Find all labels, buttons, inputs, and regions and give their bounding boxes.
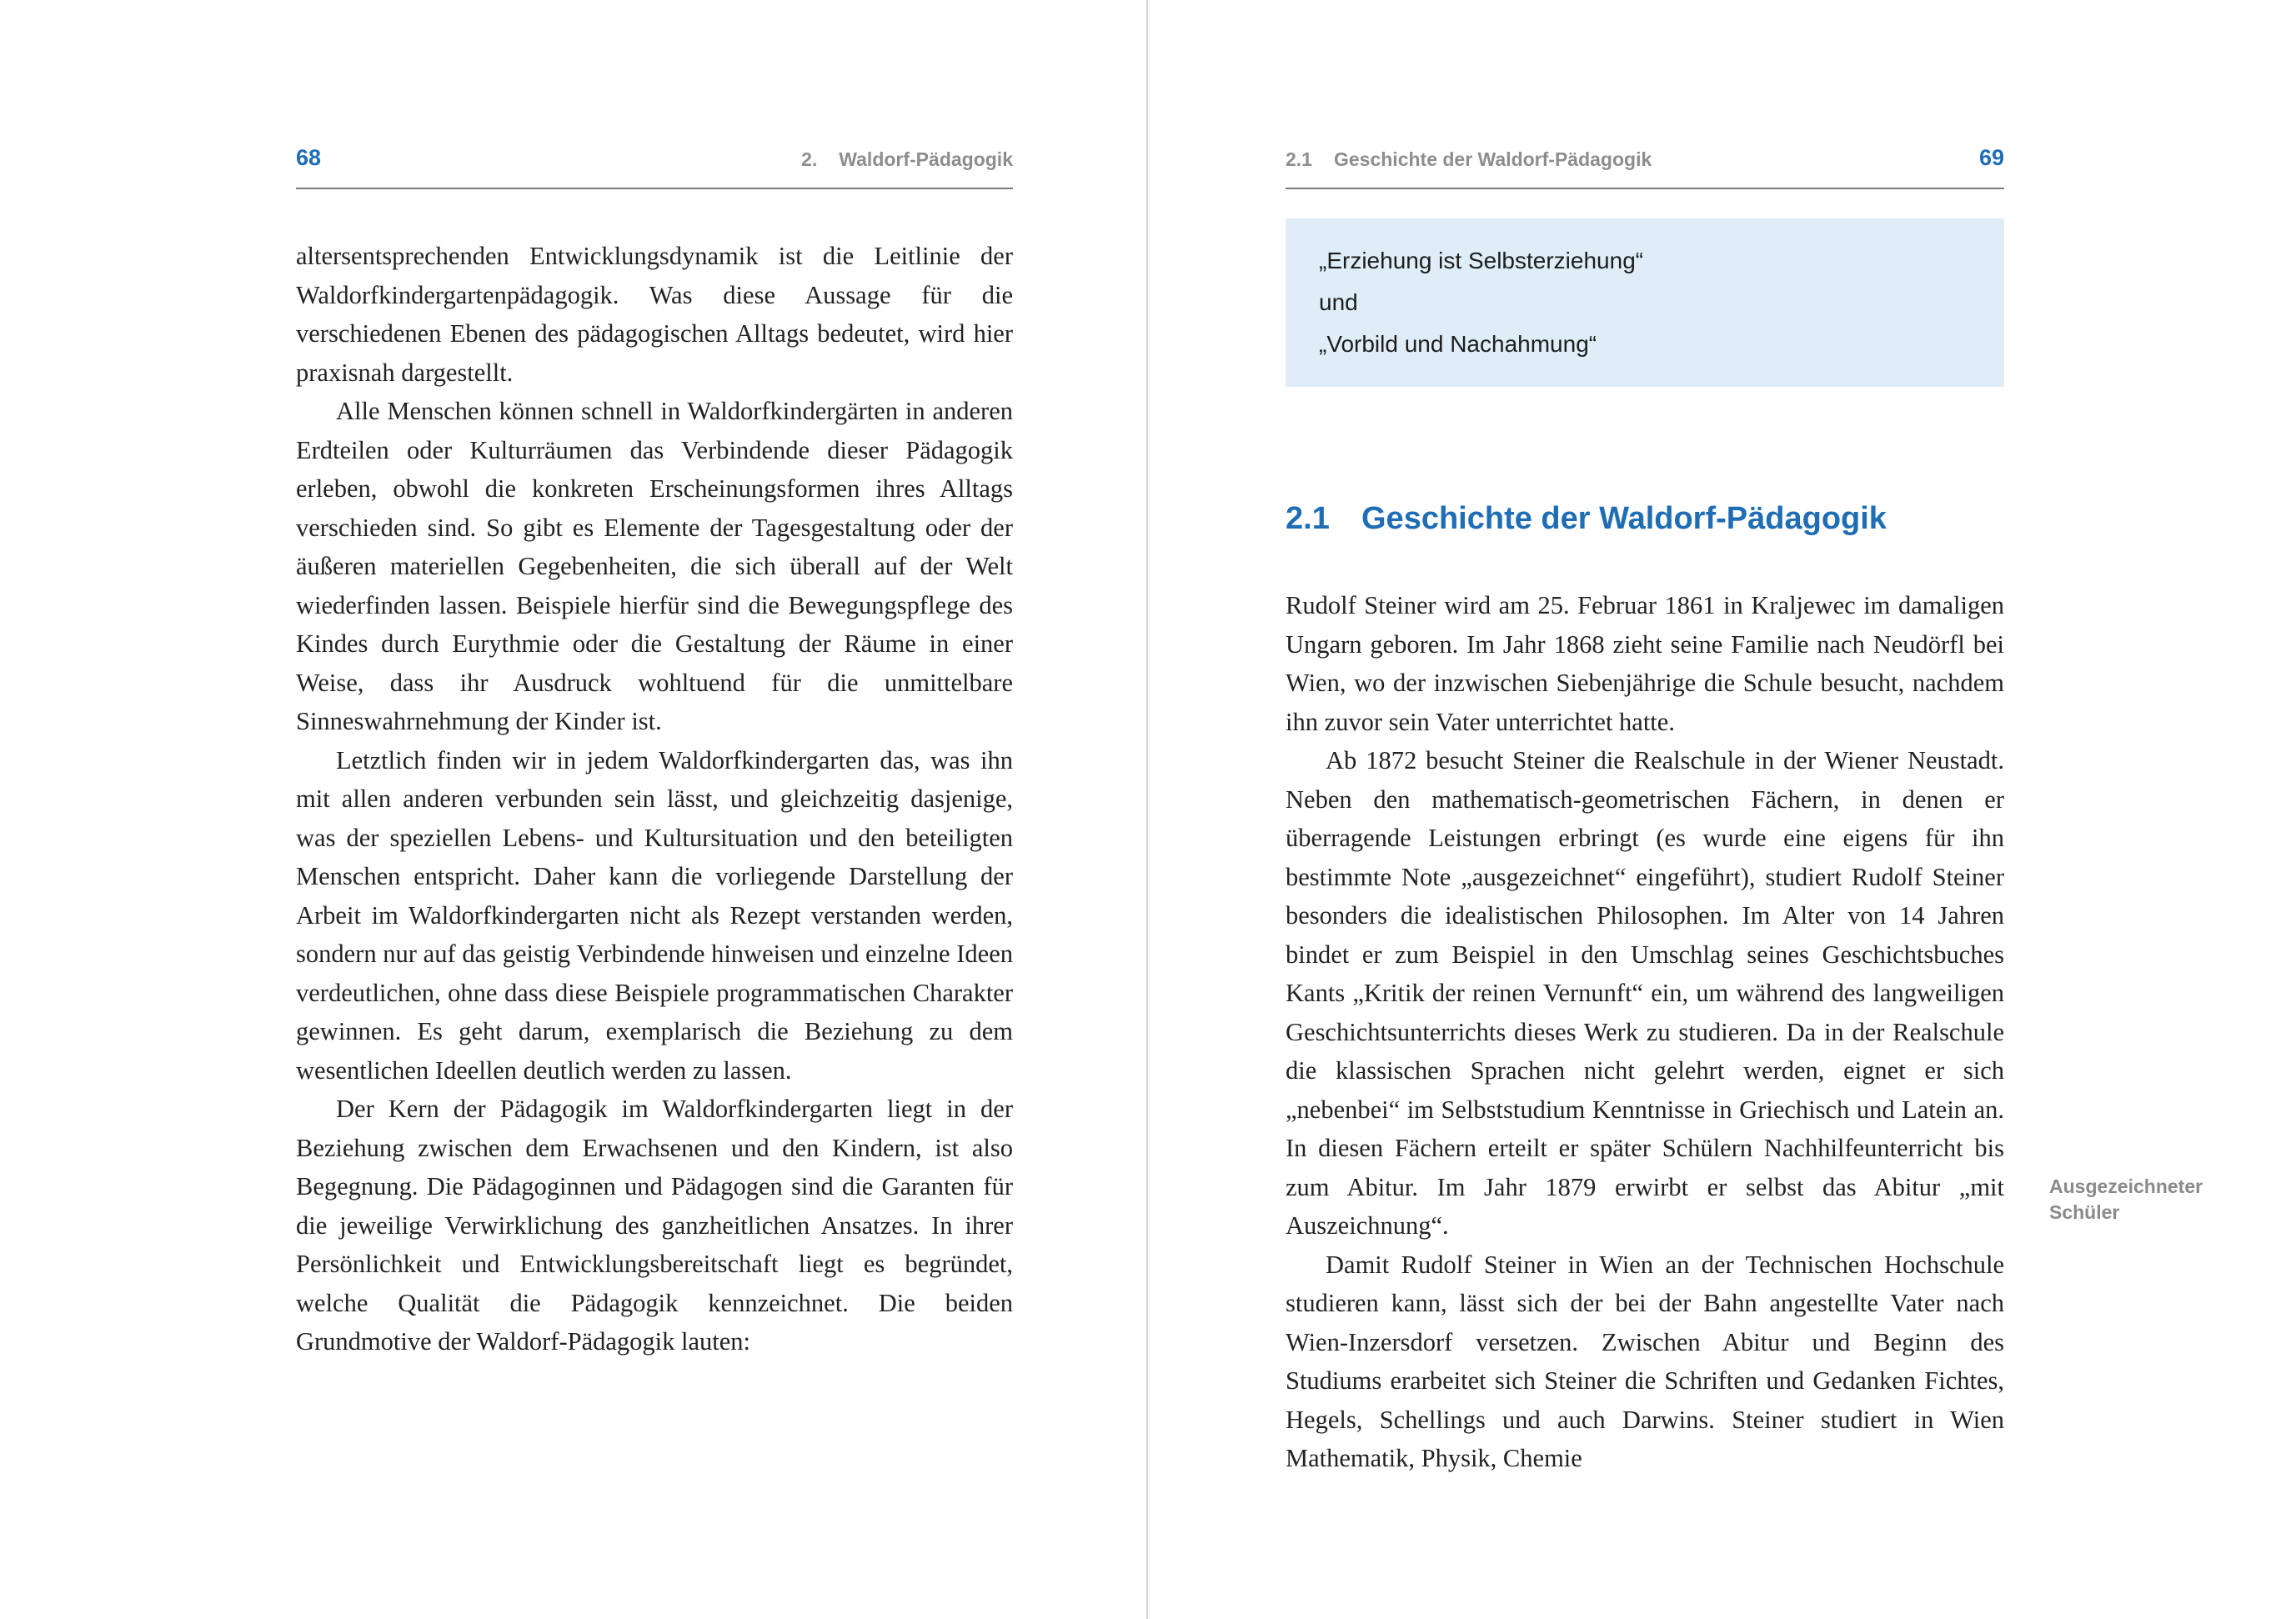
- paragraph: Alle Menschen können schnell in Waldorfkindergärten in anderen Erdteilen oder Kulturräumen das Verbindende dieser Pädagogik erleben, obwohl die konkreten Erscheinungsformen ihres Alltags verschieden sind. So gibt es Elemente der Tagesgestaltung oder der äußeren materiellen Gegebenheiten, die sich überall auf der Welt wiederfinden lassen. Beispiele hierfür sind die Bewegungspflege des Kindes durch Eurythmie oder die Gestaltung der Räume in einer Weise, dass ihr Ausdruck wohltuend für die unmittelbare Sinneswahrnehmung der Kinder ist.: [296, 397, 1013, 735]
- right-body-text: [1286, 586, 2004, 1478]
- margin-note-line: Schüler: [2049, 1201, 2120, 1223]
- right-page: [1148, 0, 2296, 1619]
- margin-note: [2049, 1174, 2233, 1226]
- right-running-head: [1286, 142, 2004, 189]
- paragraph: Ab 1872 besucht Steiner die Realschule in der Wiener Neustadt. Neben den mathematisch-geometrischen Fächern, in denen er überragende Leistungen erbringt (es wurde eine eigens für ihn bestimmte Note „ausgezeichnet“ eingeführt), studiert Rudolf Steiner besonders die idealistischen Philosophen. Im Alter von 14 Jahren bindet er zum Beispiel in den Umschlag seines Geschichtsbuches Kants „Kritik der reinen Vernunft“ ein, um während des langweiligen Geschichtsunterrichts dieses Werk zu studieren. Da in der Realschule die klassischen Sprachen nicht gelehrt werden, eignet er sich „nebenbei“ im Selbststudium Kenntnisse in Griechisch und Latein an. In diesen Fächern erteilt er später Schülern Nachhilfeunterricht bis zum Abitur. Im Jahr 1879 erwirbt er selbst das Abitur „mit Auszeichnung“.: [1286, 746, 2004, 1240]
- motto-line: und: [1319, 289, 1358, 315]
- chapter-number: 2.: [801, 148, 818, 170]
- running-title: [1286, 148, 1652, 171]
- motto-box: [1286, 218, 2004, 387]
- left-running-head: [296, 142, 1013, 189]
- paragraph: altersentsprechenden Entwicklungsdynamik ist die Leitlinie der Waldorfkindergartenpädagogik. Was diese Aussage für die verschiedenen Ebenen des pädagogischen Alltags bedeutet, wird hier praxisnah dargestellt.: [296, 242, 1013, 387]
- paragraph: Rudolf Steiner wird am 25. Februar 1861 in Kraljewec im damaligen Ungarn geboren. Im Jahr 1868 zieht seine Familie nach Neudörfl bei Wien, wo der inzwischen Siebenjährige die Schule besucht, nachdem ihn zuvor sein Vater unterrichtet hatte.: [1286, 591, 2004, 736]
- section-heading-title: Geschichte der Waldorf-Pädagogik: [1361, 501, 1887, 536]
- page-number: 69: [1978, 145, 2004, 170]
- motto-line: „Vorbild und Nachahmung“: [1319, 331, 1597, 357]
- margin-note-line: Ausgezeichneter: [2049, 1175, 2203, 1197]
- paragraph: Der Kern der Pädagogik im Waldorfkindergarten liegt in der Beziehung zwischen dem Erwachsenen und den Kindern, ist also Begegnung. Die Pädagoginnen und Pädagogen sind die Garanten für die jeweilige Verwirklichung des ganzheitlichen Ansatzes. In ihrer Persönlichkeit und Entwicklungsbereitschaft liegt es begründet, welche Qualität die Pädagogik kennzeichnet. Die beiden Grundmotive der Waldorf-Pädagogik lauten:: [296, 1095, 1013, 1356]
- left-body-text: [296, 237, 1013, 1361]
- paragraph: Letztlich finden wir in jedem Waldorfkindergarten das, was ihn mit allen anderen verbunden sein lässt, und gleichzeitig dasjenige, was der speziellen Lebens- und Kultursituation und den beteiligten Menschen entspricht. Daher kann die vorliegende Darstellung der Arbeit im Waldorfkindergarten nicht als Rezept verstanden werden, sondern nur auf das geistig Verbindende hinweisen und einzelne Ideen verdeutlichen, ohne dass diese Beispiele programmatischen Charakter gewinnen. Es geht darum, exemplarisch die Beziehung zu dem wesentlichen Ideellen deutlich werden zu lassen.: [296, 745, 1013, 1085]
- chapter-title: Waldorf-Pädagogik: [839, 148, 1013, 170]
- paragraph: Damit Rudolf Steiner in Wien an der Technischen Hochschule studieren kann, lässt sich der bei der Bahn angestellte Vater nach Wien-Inzersdorf versetzen. Zwischen Abitur und Beginn des Studiums erarbeitet sich Steiner die Schriften und Gedanken Fichtes, Hegels, Schellings und auch Darwins. Steiner studiert in Wien Mathematik, Physik, Chemie: [1286, 1250, 2004, 1472]
- page-number: 68: [296, 145, 322, 170]
- motto-line: „Erziehung ist Selbsterziehung“: [1319, 248, 1644, 273]
- section-heading: [1286, 501, 2004, 537]
- running-title: [801, 148, 1013, 171]
- section-heading-number: 2.1: [1286, 501, 1330, 536]
- section-number: 2.1: [1286, 148, 1312, 170]
- section-title: Geschichte der Waldorf-Pädagogik: [1333, 148, 1652, 170]
